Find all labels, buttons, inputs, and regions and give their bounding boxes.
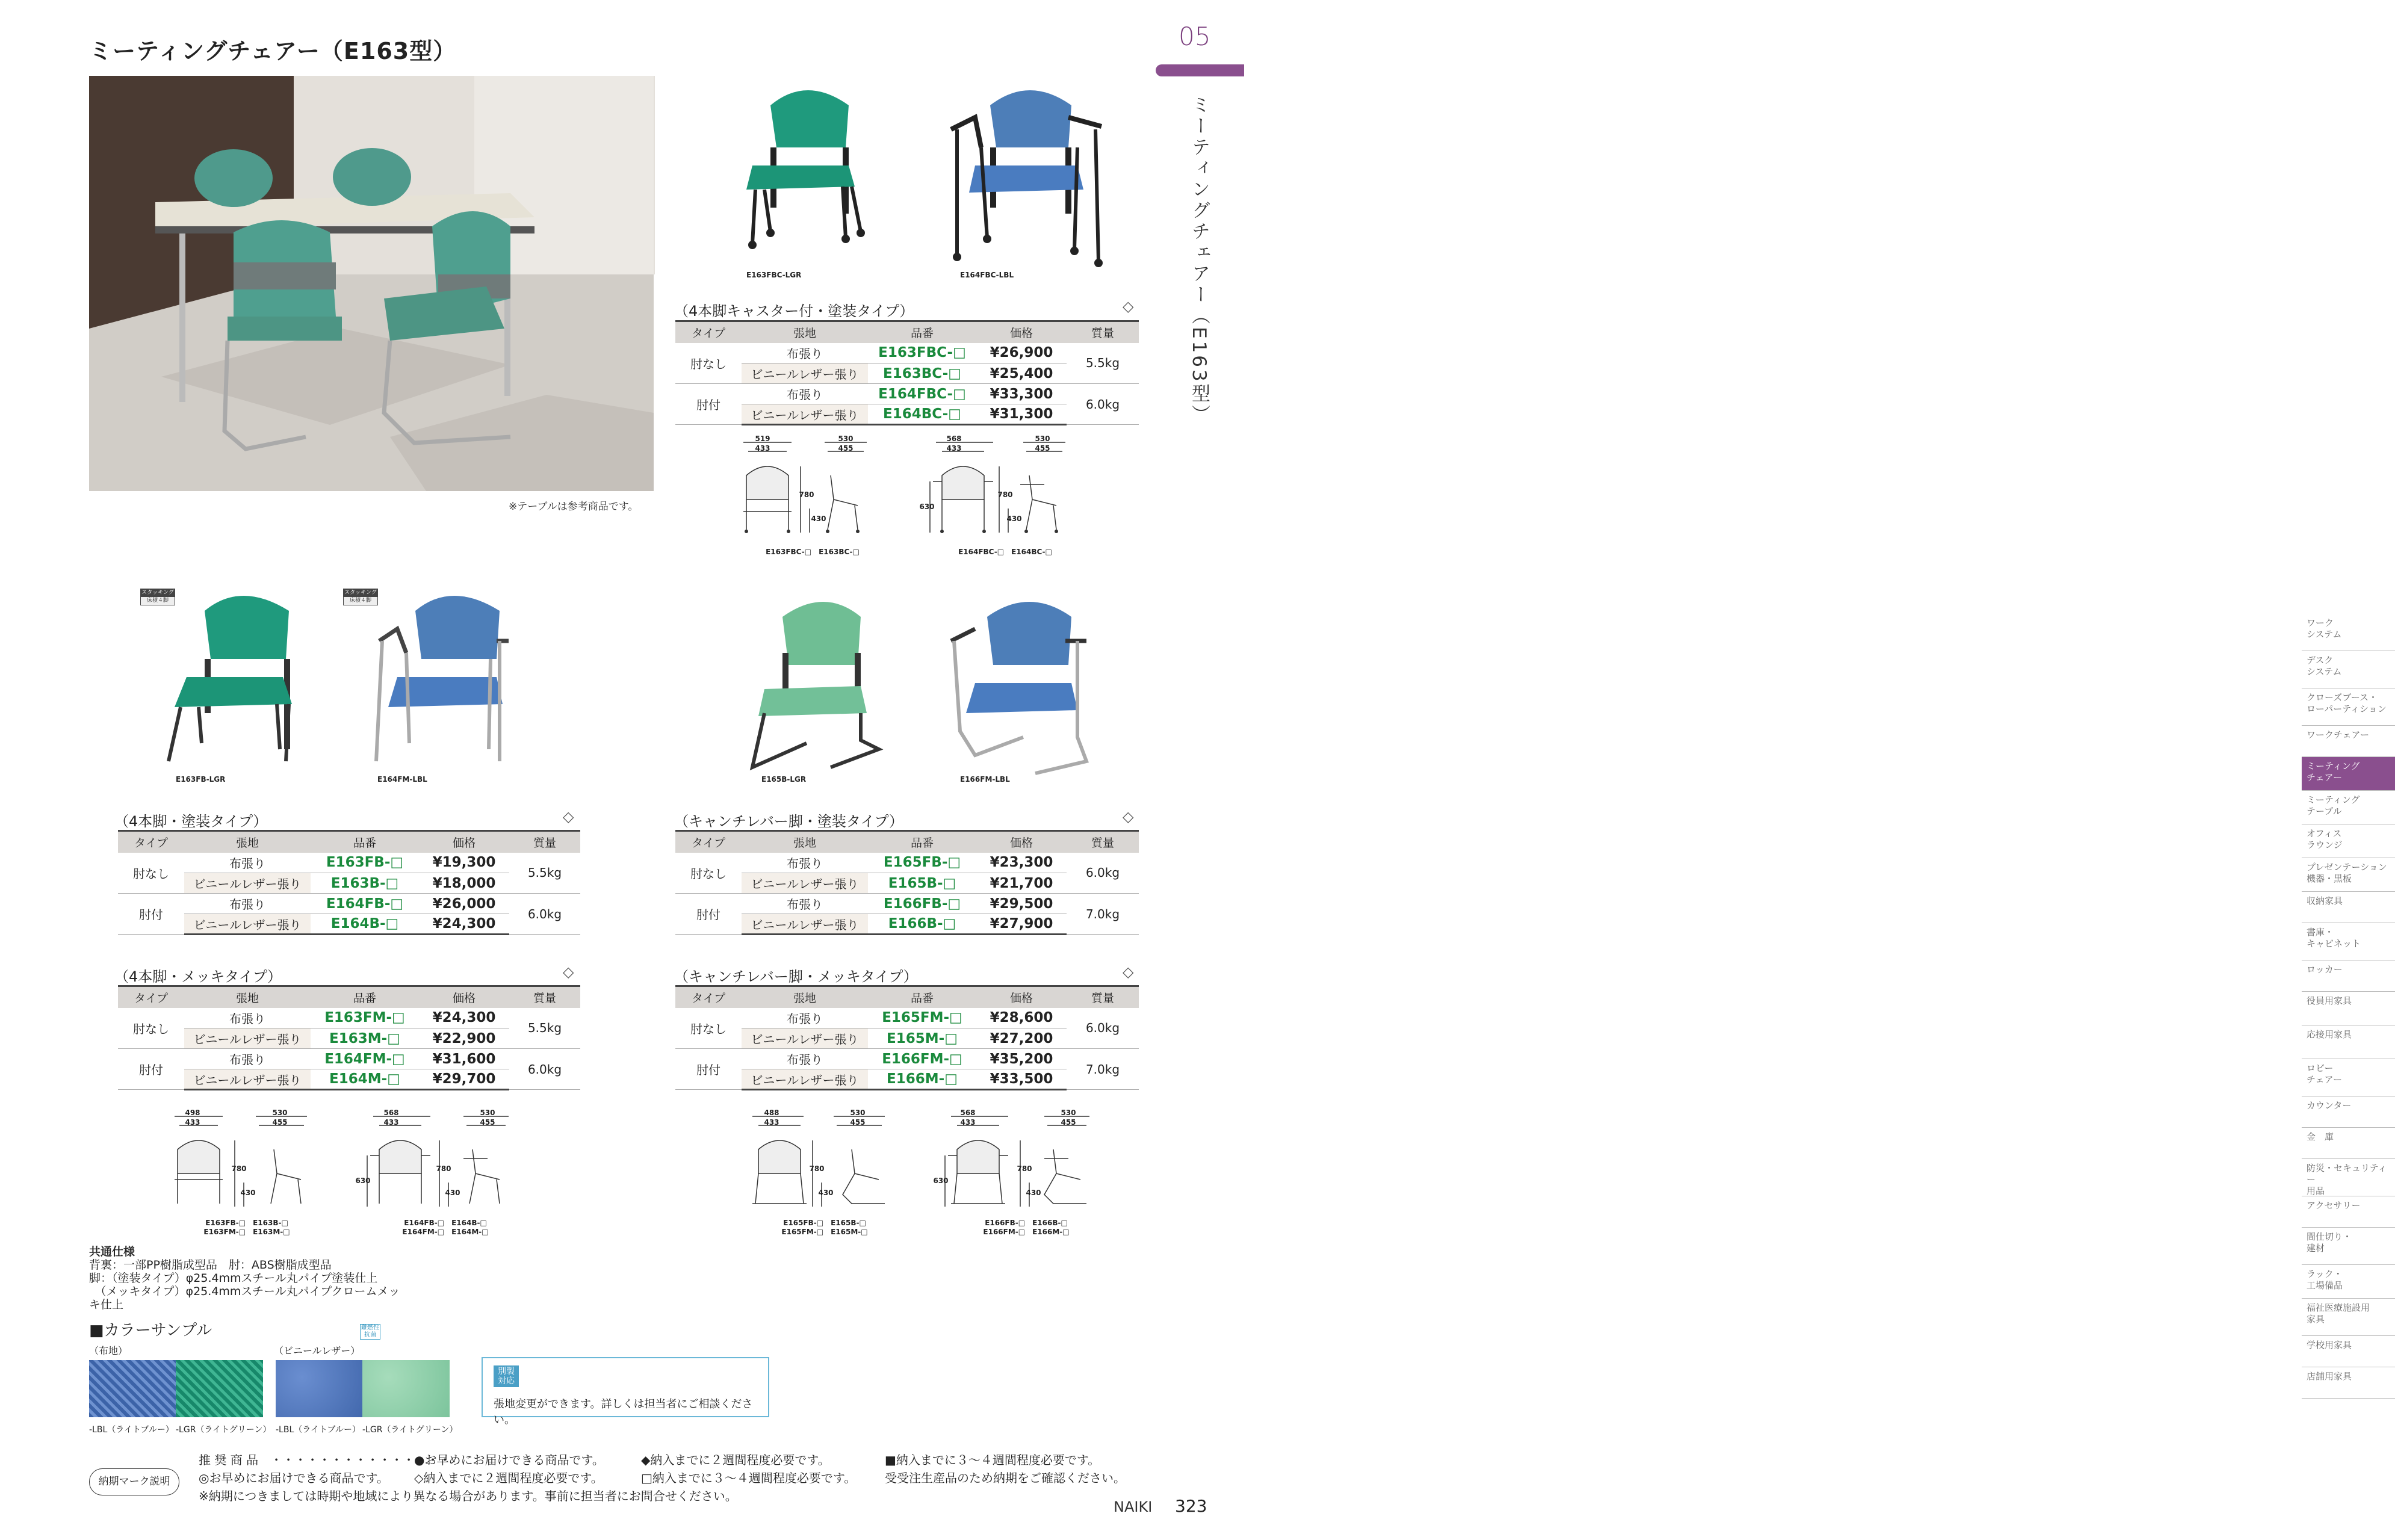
cell-code: E165M-□ — [868, 1028, 976, 1049]
legend-item: 受受注生産品のため納期をご確認ください。 — [885, 1471, 1126, 1485]
swatch-label: -LGR（ライトグリーン） — [362, 1425, 458, 1435]
swatch-vinyl-lgr — [362, 1360, 450, 1417]
dim-model-label: E164FBC-□ E164BC-□ — [958, 548, 1052, 556]
brand-name: NAIKI — [1114, 1498, 1153, 1515]
dim-inner-width: 433 — [383, 1118, 399, 1127]
dim-arm-height: 630 — [919, 503, 935, 511]
cell-price: ¥24,300 — [419, 1008, 509, 1028]
dim-height: 780 — [231, 1164, 247, 1173]
dim-model-label: E165FM-□ E165M-□ — [781, 1228, 868, 1236]
dim-height: 780 — [1017, 1164, 1032, 1173]
chair-model-label: E166FM-LBL — [960, 775, 1010, 784]
sidebar-nav — [1151, 614, 2387, 1399]
badge-bottom: 床積４脚 — [146, 598, 169, 604]
cell-cloth: ビニールレザー張り — [184, 1028, 311, 1049]
badge-bottom: 床積４脚 — [349, 598, 371, 604]
cell-type: 肘なし — [118, 1008, 184, 1049]
chair-image-e163fbc — [728, 81, 873, 274]
spec-table-cantilever-chrome — [675, 985, 1139, 1090]
photo-note: ※テーブルは参考商品です。 — [509, 501, 639, 513]
dim-inner-depth: 455 — [480, 1118, 495, 1127]
chair-image-e164fbc — [939, 81, 1114, 286]
sidebar-item[interactable]: プレゼンテーション 機器・黒板 — [2302, 858, 2395, 892]
dim-seat-height: 430 — [811, 515, 826, 523]
legend-item: □納入までに３～４週間程度必要です。 — [641, 1471, 857, 1485]
col-header: 品番 — [311, 831, 419, 853]
cell-cloth: ビニールレザー張り — [742, 914, 868, 935]
dim-inner-width: 433 — [755, 444, 770, 453]
sidebar-item[interactable]: 間仕切り・ 建材 — [2302, 1228, 2395, 1265]
legend-item: ◇納入までに２週間程度必要です。 — [414, 1471, 603, 1485]
cell-cloth: ビニールレザー張り — [742, 1069, 868, 1090]
dim-height: 780 — [436, 1164, 451, 1173]
dim-model-label: E166FM-□ E166M-□ — [983, 1228, 1070, 1236]
cell-price: ¥28,600 — [976, 1008, 1067, 1028]
page-number: 323 — [1175, 1496, 1207, 1516]
dim-width: 568 — [383, 1109, 399, 1117]
sidebar-item[interactable]: デスク システム — [2302, 651, 2395, 688]
col-header: 質量 — [1067, 986, 1139, 1008]
cell-price: ¥31,600 — [419, 1049, 509, 1069]
cell-cloth: 布張り — [184, 1049, 311, 1069]
dim-height: 780 — [799, 490, 814, 499]
cell-code: E163B-□ — [311, 873, 419, 894]
sidebar-item[interactable]: ロビー チェアー — [2302, 1059, 2395, 1096]
sidebar-item[interactable]: 役員用家具 — [2302, 992, 2395, 1025]
cell-code: E164FBC-□ — [868, 384, 976, 404]
dim-width: 568 — [960, 1109, 976, 1117]
dim-inner-depth: 455 — [1035, 444, 1050, 453]
dim-inner-width: 433 — [960, 1118, 976, 1127]
page-title: ミーティングチェアー（E163型） — [89, 38, 457, 64]
table-title: （4本脚・メッキタイプ） — [114, 968, 282, 985]
col-header: タイプ — [118, 831, 184, 853]
swatch-label: -LBL（ライトブルー） — [89, 1425, 174, 1435]
cell-code: E166B-□ — [868, 914, 976, 935]
sidebar-item[interactable]: 金 庫 — [2302, 1128, 2395, 1159]
swatch-fabric-lbl — [89, 1360, 176, 1417]
cell-code: E163FB-□ — [311, 853, 419, 873]
dim-model-label: E166FB-□ E166B-□ — [985, 1219, 1068, 1227]
cell-code: E166FB-□ — [868, 894, 976, 914]
swatch-vinyl-lbl — [276, 1360, 363, 1417]
sidebar-item[interactable]: ミーティング テーブル — [2302, 791, 2395, 824]
dim-inner-depth: 455 — [1061, 1118, 1076, 1127]
col-header: タイプ — [675, 831, 742, 853]
common-spec-line: 脚：（塗装タイプ）φ25.4mmスチール丸パイプ塗装仕上 — [89, 1272, 378, 1285]
cell-code: E163FBC-□ — [868, 343, 976, 363]
cell-price: ¥29,500 — [976, 894, 1067, 914]
cell-type: 肘なし — [675, 1008, 742, 1049]
dim-width: 519 — [755, 434, 770, 443]
col-header: 質量 — [509, 831, 580, 853]
legend-item: ■納入までに３～４週間程度必要です。 — [885, 1453, 1100, 1467]
cell-type: 肘なし — [118, 853, 184, 894]
chair-model-label: E163FB-LGR — [176, 775, 226, 784]
cell-type: 肘なし — [675, 853, 742, 894]
cell-weight: 5.5kg — [1067, 343, 1139, 384]
dim-depth: 530 — [480, 1109, 495, 1117]
table-title: （キャンチレバー脚・塗装タイプ） — [674, 813, 903, 830]
table-title: （キャンチレバー脚・メッキタイプ） — [674, 968, 918, 985]
cell-weight: 7.0kg — [1067, 1049, 1139, 1090]
cell-type: 肘付 — [675, 1049, 742, 1090]
spec-table-4leg-chrome — [118, 985, 580, 1090]
dim-inner-depth: 455 — [850, 1118, 866, 1127]
cell-cloth: ビニールレザー張り — [184, 914, 311, 935]
dim-seat-height: 430 — [1026, 1189, 1041, 1197]
col-header: 品番 — [868, 321, 976, 343]
color-sample-heading: ■カラーサンプル — [89, 1322, 212, 1340]
cell-price: ¥26,000 — [419, 894, 509, 914]
cell-price: ¥18,000 — [419, 873, 509, 894]
col-header: 張地 — [742, 831, 868, 853]
chair-image-e163fb — [156, 587, 301, 761]
custom-note-text: 張地変更ができます。詳しくは担当者にご相談ください。 — [494, 1398, 753, 1426]
cell-price: ¥35,200 — [976, 1049, 1067, 1069]
chair-model-label: E163FBC-LGR — [746, 271, 802, 279]
sidebar-item[interactable]: 学校用家具 — [2302, 1336, 2395, 1367]
delivery-mark: ◇ — [563, 963, 574, 980]
cell-cloth: ビニールレザー張り — [742, 363, 868, 384]
common-spec-line: （メッキタイプ）φ25.4mmスチール丸パイプクロームメッキ仕上 — [89, 1285, 400, 1311]
cell-code: E165FM-□ — [868, 1008, 976, 1028]
dim-seat-height: 430 — [818, 1189, 834, 1197]
common-spec-heading: 共通仕様 — [89, 1245, 135, 1258]
dim-model-label: E164FM-□ E164M-□ — [402, 1228, 489, 1236]
dim-model-label: E165FB-□ E165B-□ — [783, 1219, 866, 1227]
cell-type: 肘なし — [675, 343, 742, 384]
vinyl-label: （ビニールレザー） — [274, 1345, 361, 1356]
badge-top: スタッキング — [141, 590, 174, 596]
chair-model-label: E164FBC-LBL — [960, 271, 1014, 279]
col-header: 張地 — [742, 986, 868, 1008]
legend-note: ※納期につきましては時期や地域により異なる場合があります。事前に担当者にお問合せください。 — [199, 1489, 737, 1503]
sidebar-item[interactable]: 応接用家具 — [2302, 1025, 2395, 1059]
cell-code: E165B-□ — [868, 873, 976, 894]
col-header: 品番 — [868, 986, 976, 1008]
dim-arm-height: 630 — [933, 1177, 949, 1185]
sidebar-item[interactable]: 防災・セキュリティー 用品 — [2302, 1159, 2395, 1196]
legend-item: ◆納入までに２週間程度必要です。 — [641, 1453, 830, 1467]
cell-code: E164B-□ — [311, 914, 419, 935]
delivery-mark: ◇ — [1123, 963, 1134, 980]
dim-inner-depth: 455 — [272, 1118, 288, 1127]
side-title: ミーティングチェアー（E163型） — [1188, 95, 1210, 426]
section-number: 05 — [1179, 22, 1211, 51]
sidebar-item[interactable]: 店舗用家具 — [2302, 1367, 2395, 1399]
vinyl-badge: 難燃性抗菌 — [361, 1325, 379, 1338]
cell-weight: 6.0kg — [1067, 853, 1139, 894]
legend-recommend: 推 奨 商 品 ・・・・・・・・・・・・・・・ — [199, 1453, 451, 1467]
cell-cloth: 布張り — [184, 894, 311, 914]
sidebar-item[interactable]: ロッカー — [2302, 960, 2395, 992]
legend-label: 納期マーク説明 — [89, 1468, 179, 1495]
sidebar-item[interactable]: クローズブース・ ローパーティション — [2302, 688, 2395, 726]
legend-item: ◎お早めにお届けできる商品です。 — [199, 1471, 389, 1485]
chair-model-label: E165B-LGR — [761, 775, 807, 784]
table-title: （4本脚キャスター付・塗装タイプ） — [674, 303, 914, 320]
cell-cloth: ビニールレザー張り — [184, 873, 311, 894]
cell-weight: 7.0kg — [1067, 894, 1139, 935]
cell-code: E166FM-□ — [868, 1049, 976, 1069]
cell-price: ¥23,300 — [976, 853, 1067, 873]
dim-model-label: E163FM-□ E163M-□ — [203, 1228, 290, 1236]
spec-table-4leg-paint — [118, 830, 580, 935]
dim-inner-width: 433 — [185, 1118, 200, 1127]
dim-depth: 530 — [850, 1109, 866, 1117]
dim-height: 780 — [809, 1164, 825, 1173]
cell-cloth: 布張り — [742, 343, 868, 363]
delivery-mark: ◇ — [1123, 808, 1134, 825]
sidebar-item[interactable]: ワーク システム — [2302, 614, 2395, 651]
dim-inner-width: 433 — [946, 444, 962, 453]
col-header: タイプ — [118, 986, 184, 1008]
dim-seat-height: 430 — [1006, 515, 1022, 523]
cell-code: E165FB-□ — [868, 853, 976, 873]
common-spec-line: 背裏：一部PP樹脂成型品 肘：ABS樹脂成型品 — [89, 1258, 332, 1272]
dim-width: 568 — [946, 434, 962, 443]
section-tab — [1156, 64, 1244, 76]
swatch-label: -LBL（ライトブルー） — [276, 1425, 361, 1435]
cell-code: E164BC-□ — [868, 404, 976, 425]
dim-depth: 530 — [272, 1109, 288, 1117]
cell-code: E166M-□ — [868, 1069, 976, 1090]
chair-image-e164fm — [361, 587, 512, 761]
cell-type: 肘付 — [675, 384, 742, 425]
cell-weight: 5.5kg — [509, 853, 580, 894]
cell-code: E164M-□ — [311, 1069, 419, 1090]
table-title: （4本脚・塗装タイプ） — [114, 813, 268, 830]
cell-type: 肘付 — [118, 894, 184, 935]
sidebar-item[interactable]: ミーティング チェアー — [2302, 757, 2395, 791]
cell-cloth: 布張り — [742, 894, 868, 914]
dim-seat-height: 430 — [445, 1189, 460, 1197]
col-header: 質量 — [1067, 321, 1139, 343]
col-header: 品番 — [868, 831, 976, 853]
dim-model-label: E164FB-□ E164B-□ — [404, 1219, 487, 1227]
custom-note-box — [482, 1357, 769, 1426]
common-spec — [89, 1245, 402, 1311]
cell-cloth: ビニールレザー張り — [742, 404, 868, 425]
delivery-mark: ◇ — [1123, 298, 1134, 315]
cell-price: ¥31,300 — [976, 404, 1067, 425]
dim-width: 498 — [185, 1109, 200, 1117]
sidebar-item[interactable]: カウンター — [2302, 1096, 2395, 1128]
dim-depth: 530 — [1035, 434, 1050, 443]
cell-cloth: ビニールレザー張り — [742, 1028, 868, 1049]
dim-model-label: E163FBC-□ E163BC-□ — [766, 548, 860, 556]
cell-price: ¥24,300 — [419, 914, 509, 935]
col-header: 品番 — [311, 986, 419, 1008]
dim-inner-depth: 455 — [838, 444, 854, 453]
cell-cloth: ビニールレザー張り — [184, 1069, 311, 1090]
cell-cloth: 布張り — [742, 384, 868, 404]
cell-code: E164FB-□ — [311, 894, 419, 914]
col-header: タイプ — [675, 986, 742, 1008]
cell-price: ¥21,700 — [976, 873, 1067, 894]
cell-weight: 6.0kg — [1067, 384, 1139, 425]
dim-arm-height: 630 — [355, 1177, 371, 1185]
col-header: 価格 — [976, 831, 1067, 853]
dim-depth: 530 — [838, 434, 854, 443]
cell-weight: 6.0kg — [509, 894, 580, 935]
dim-model-label: E163FB-□ E163B-□ — [205, 1219, 288, 1227]
cell-cloth: 布張り — [742, 853, 868, 873]
cell-price: ¥29,700 — [419, 1069, 509, 1090]
col-header: 価格 — [976, 321, 1067, 343]
col-header: 質量 — [1067, 831, 1139, 853]
cell-type: 肘付 — [118, 1049, 184, 1090]
cell-code: E164FM-□ — [311, 1049, 419, 1069]
cell-cloth: 布張り — [184, 853, 311, 873]
dim-depth: 530 — [1061, 1109, 1076, 1117]
cell-weight: 6.0kg — [509, 1049, 580, 1090]
legend-item: ●お早めにお届けできる商品です。 — [414, 1453, 604, 1467]
col-header: 質量 — [509, 986, 580, 1008]
cell-price: ¥19,300 — [419, 853, 509, 873]
dim-height: 780 — [997, 490, 1013, 499]
swatch-label: -LGR（ライトグリーン） — [176, 1425, 271, 1435]
sidebar-item[interactable]: ラック・ 工場備品 — [2302, 1265, 2395, 1299]
sidebar-item[interactable]: 収納家具 — [2302, 892, 2395, 923]
custom-badge: 別製対応 — [494, 1365, 519, 1387]
sidebar-item[interactable]: アクセサリー — [2302, 1196, 2395, 1228]
sidebar-item[interactable]: オフィス ラウンジ — [2302, 824, 2395, 858]
cell-cloth: 布張り — [184, 1008, 311, 1028]
col-header: 価格 — [419, 831, 509, 853]
chair-image-e166fm — [939, 593, 1089, 779]
col-header: 価格 — [419, 986, 509, 1008]
scene-photo — [89, 76, 654, 491]
sidebar-item[interactable]: 書庫・ キャビネット — [2302, 923, 2395, 960]
cell-code: E163M-□ — [311, 1028, 419, 1049]
dim-width: 488 — [764, 1109, 779, 1117]
col-header: 価格 — [976, 986, 1067, 1008]
sidebar-item[interactable]: 福祉医療施設用 家具 — [2302, 1299, 2395, 1336]
cell-weight: 6.0kg — [1067, 1008, 1139, 1049]
cell-price: ¥25,400 — [976, 363, 1067, 384]
cell-weight: 5.5kg — [509, 1008, 580, 1049]
col-header: 張地 — [184, 986, 311, 1008]
cell-price: ¥22,900 — [419, 1028, 509, 1049]
swatch-fabric-lgr — [176, 1360, 263, 1417]
chair-image-e165b — [740, 593, 885, 773]
cell-price: ¥27,200 — [976, 1028, 1067, 1049]
badge-top: スタッキング — [344, 590, 377, 596]
chair-model-label: E164FM-LBL — [377, 775, 427, 784]
sidebar-item[interactable]: ワークチェアー — [2302, 726, 2395, 757]
cell-price: ¥27,900 — [976, 914, 1067, 935]
delivery-mark: ◇ — [563, 808, 574, 825]
spec-table-caster — [675, 320, 1139, 425]
cell-code: E163BC-□ — [868, 363, 976, 384]
cell-cloth: ビニールレザー張り — [742, 873, 868, 894]
cell-cloth: 布張り — [742, 1008, 868, 1028]
col-header: 張地 — [742, 321, 868, 343]
cell-code: E163FM-□ — [311, 1008, 419, 1028]
cell-type: 肘付 — [675, 894, 742, 935]
cell-cloth: 布張り — [742, 1049, 868, 1069]
dim-seat-height: 430 — [240, 1189, 256, 1197]
col-header: タイプ — [675, 321, 742, 343]
cell-price: ¥26,900 — [976, 343, 1067, 363]
cell-price: ¥33,300 — [976, 384, 1067, 404]
dim-inner-width: 433 — [764, 1118, 779, 1127]
fabric-label: （布地） — [89, 1345, 128, 1356]
spec-table-cantilever-paint — [675, 830, 1139, 935]
cell-price: ¥33,500 — [976, 1069, 1067, 1090]
col-header: 張地 — [184, 831, 311, 853]
